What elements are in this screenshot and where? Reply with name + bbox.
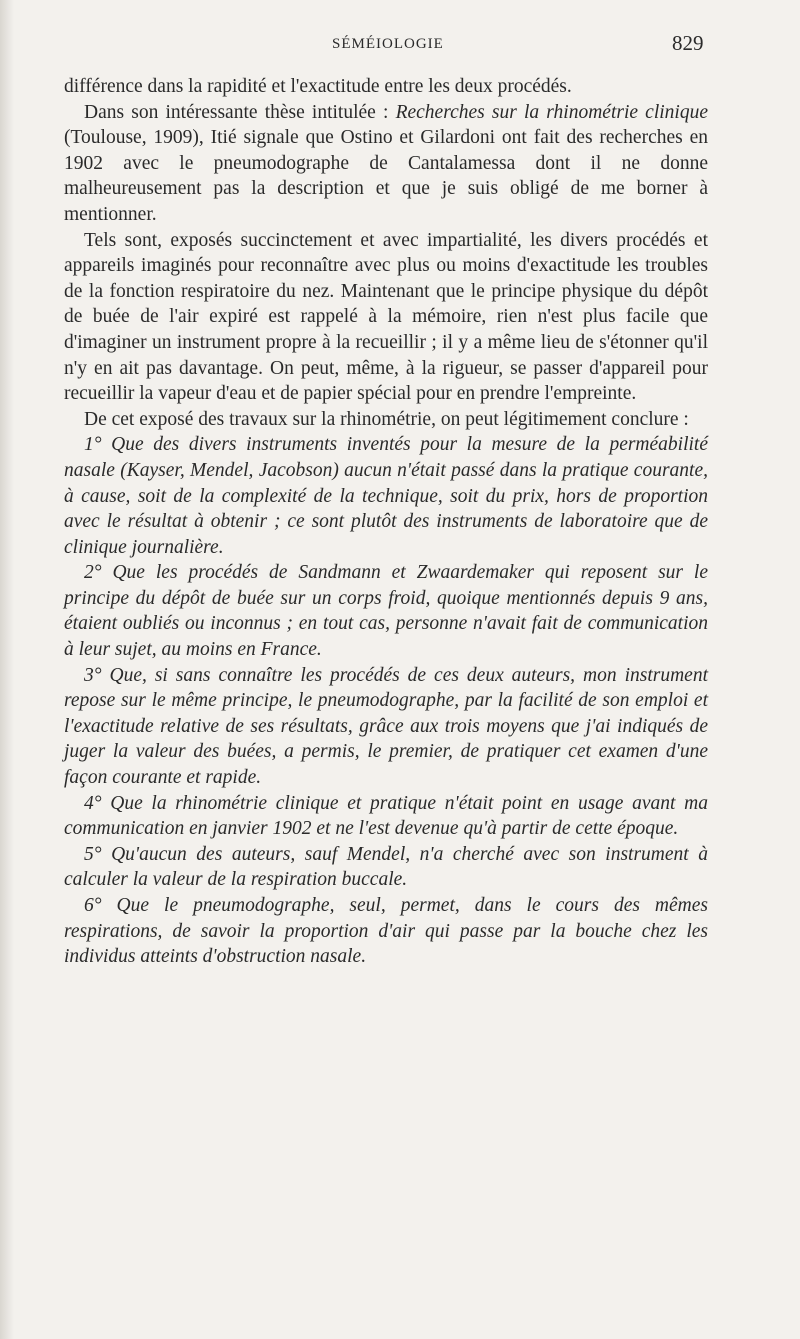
conclusion-5: 5° Qu'aucun des auteurs, sauf Mendel, n'a cherché avec son instrument à calculer la valeur de la respiration buccale.: [64, 843, 708, 891]
thesis-title: Recherches sur la rhinométrie clinique: [395, 101, 708, 123]
paragraph-3: Tels sont, exposés succinctement et avec impartialité, les divers procédés et appareils imaginés pour reconnaître avec plus ou moins d'exactitude les troubles de la fonction respiratoire du nez. Maintenant que le principe physique du dépôt de buée de l'air expiré est rappelé à la mémoire, rien n'est plus facile que d'imaginer un instrument propre à la recueillir ; il y a même lieu de s'étonner qu'il n'y en ait pas davantage. On peut, même, à la rigueur, se passer d'appareil pour recueillir la vapeur d'eau et de papier spécial pour en prendre l'empreinte.: [64, 229, 708, 405]
conclusion-1: 1° Que des divers instruments inventés pour la mesure de la perméabilité nasale (Kayser, Mendel, Jacobson) aucun n'était passé dans la pratique courante, à cause, soit de la complexité de la technique, soit du prix, hors de proportion avec le résultat à obtenir ; ce sont plutôt des instruments de laboratoire que de clinique journalière.: [64, 434, 708, 558]
conclusion-3: 3° Que, si sans connaître les procédés de ces deux auteurs, mon instrument repose sur le même principe, le pneumodographe, par la facilité de son emploi et l'exactitude relative de ses résultats, grâce aux trois moyens que j'ai indiqués de juger la valeur des buées, a permis, le premier, de pratiquer cet examen d'une façon courante et rapide.: [64, 664, 708, 789]
paragraph-2-intro: Dans son intéressante thèse intitulée :: [84, 101, 396, 123]
page-header: [0, 31, 800, 62]
body-text: [64, 74, 708, 970]
conclusion-2: 2° Que les procédés de Sandmann et Zwaardemaker qui reposent sur le principe du dépôt de buée sur un corps froid, quoique mentionnés depuis 9 ans, étaient oubliés ou inconnus ; en tout cas, personne n'avait fait de communication à leur sujet, au moins en France.: [64, 562, 708, 661]
page-number: 829: [672, 31, 704, 55]
conclusion-4: 4° Que la rhinométrie clinique et pratique n'était point en usage avant ma communication en janvier 1902 et ne l'est devenue qu'à partir de cette époque.: [64, 792, 708, 840]
page-gutter-shadow: [0, 0, 14, 1339]
running-title: SÉMÉIOLOGIE: [332, 36, 444, 52]
paragraph-1: différence dans la rapidité et l'exactitude entre les deux procédés.: [64, 76, 572, 97]
paragraph-2: [64, 100, 708, 228]
conclusion-6: 6° Que le pneumodographe, seul, permet, dans le cours des mêmes respirations, de savoir la proportion d'air qui passe par la bouche chez les individus atteints d'obstruction nasale.: [64, 895, 708, 968]
paragraph-4: De cet exposé des travaux sur la rhinométrie, on peut légitimement conclure :: [84, 408, 689, 430]
paragraph-2-rest: (Toulouse, 1909), Itié signale que Ostino et Gilardoni ont fait des recherches en 1902 avec le pneumodographe de Cantalamessa dont il ne donne malheureusement pas la description et que je suis obligé de me borner à mentionner.: [64, 127, 708, 225]
